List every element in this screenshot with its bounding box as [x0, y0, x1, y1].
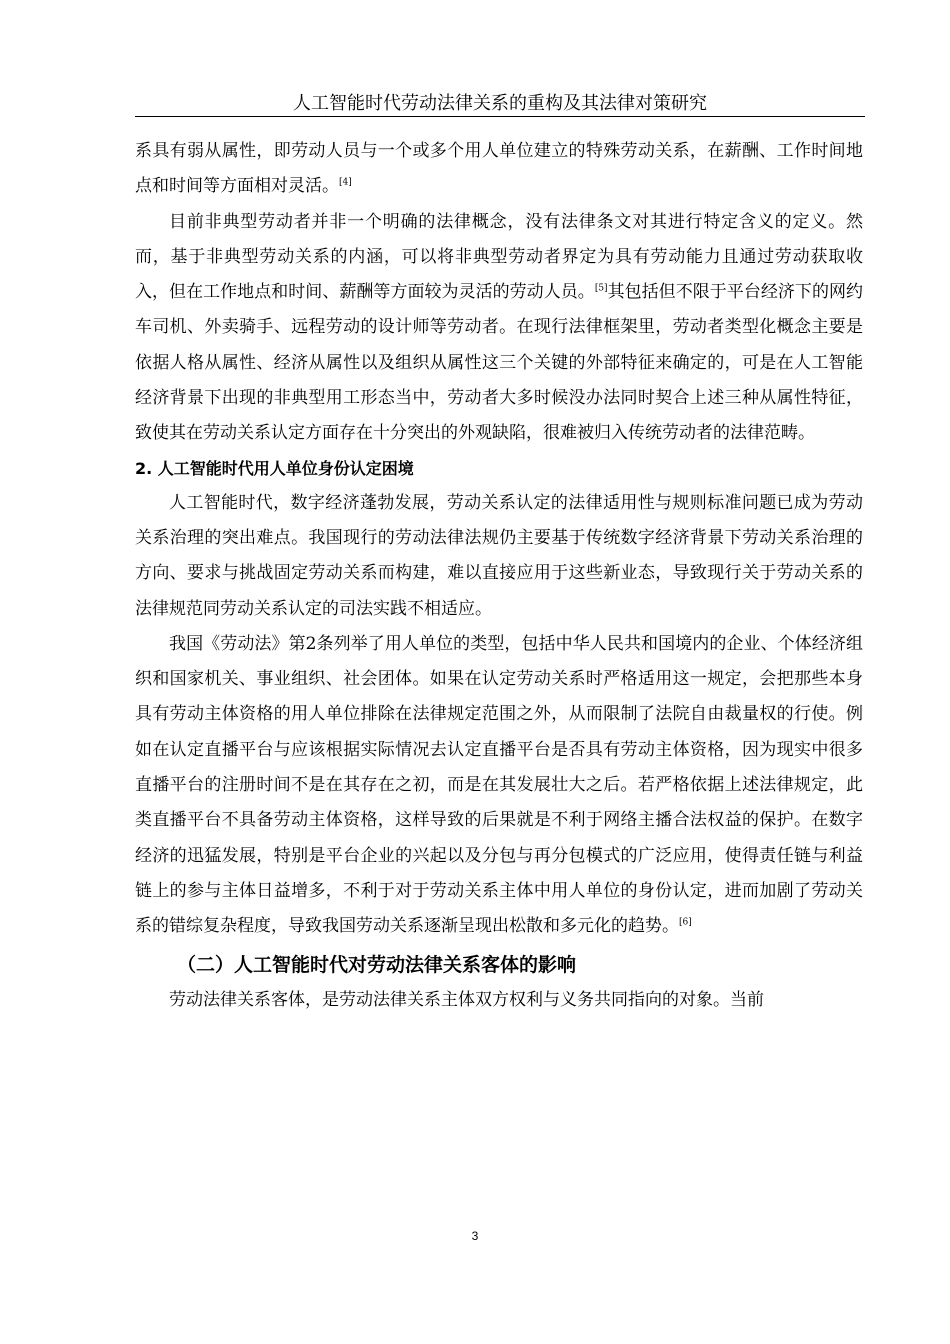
page-body: [135, 134, 863, 1018]
paragraph-atypical-workers: [135, 205, 863, 452]
header-divider: [135, 116, 865, 117]
paragraph-labor-law-article: [135, 627, 863, 945]
paragraph-digital-economy: [135, 486, 863, 627]
page-number: 3: [471, 1229, 479, 1243]
paragraph-continued: [135, 134, 863, 205]
paragraph-text: 人工智能时代，数字经济蓬勃发展，劳动关系认定的法律适用性与规则标准问题已成为劳动关系治理的突出难点。我国现行的劳动法律法规仍主要基于传统数字经济背景下劳动关系治理的方向、要求与挑战固定劳动关系而构建，难以直接应用于这些新业态，导致现行关于劳动关系的法律规范同劳动关系认定的司法实践不相适应。: [135, 492, 863, 619]
paragraph-text: 劳动法律关系客体，是劳动法律关系主体双方权利与义务共同指向的对象。当前: [169, 989, 764, 1010]
paragraph-text: 我国《劳动法》第2条列举了用人单位的类型，包括中华人民共和国境内的企业、个体经济组织和国家机关、事业组织、社会团体。如果在认定劳动关系时严格适用这一规定，会把那些本身具有劳动主体资格的用人单位排除在法律规定范围之外，从而限制了法院自由裁量权的行使。例如在认定直播平台与应该根据实际情况去认定直播平台是否具有劳动主体资格，因为现实中很多直播平台的注册时间不是在其存在之初，而是在其发展壮大之后。若严格依据上述法律规定，此类直播平台不具备劳动主体资格，这样导致的后果就是不利于网络主播合法权益的保护。在数字经济的迅猛发展，特别是平台企业的兴起以及分包与再分包模式的广泛应用，使得责任链与利益链上的参与主体日益增多，不利于对于劳动关系主体中用人单位的身份认定，进而加剧了劳动关系的错综复杂程度，导致我国劳动关系逐渐呈现出松散和多元化的趋势。: [135, 633, 863, 937]
running-header-title: 人工智能时代劳动法律关系的重构及其法律对策研究: [293, 93, 707, 114]
paragraph-text: 系具有弱从属性，即劳动人员与一个或多个用人单位建立的特殊劳动关系，在薪酬、工作时间地点和时间等方面相对灵活。: [135, 141, 863, 197]
citation-ref: [6]: [679, 917, 692, 928]
citation-ref: [4]: [339, 177, 352, 188]
section-heading-object-impact: （二）人工智能时代对劳动法律关系客体的影响: [177, 953, 577, 976]
paragraph-legal-object: [135, 983, 863, 1018]
citation-ref: [5]: [594, 283, 608, 294]
section-heading-employer-identity: 2. 人工智能时代用人单位身份认定困境: [135, 458, 414, 478]
paragraph-text: 其包括但不限于平台经济下的网约车司机、外卖骑手、远程劳动的设计师等劳动者。在现行法律框架里，劳动者类型化概念主要是依据人格从属性、经济从属性以及组织从属性这三个关键的外部特征来确定的，可是在人工智能经济背景下出现的非典型用工形态当中，劳动者大多时候没办法同时契合上述三种从属性特征，致使其在劳动关系认定方面存在十分突出的外观缺陷，很难被归入传统劳动者的法律范畴。: [135, 282, 864, 444]
paragraph-text: 目前非典型劳动者并非一个明确的法律概念，没有法律条文对其进行特定含义的定义。然而，基于非典型劳动关系的内涵，可以将非典型劳动者界定为具有劳动能力且通过劳动获取收入，但在工作地点和时间、薪酬等方面较为灵活的劳动人员。: [135, 211, 863, 303]
